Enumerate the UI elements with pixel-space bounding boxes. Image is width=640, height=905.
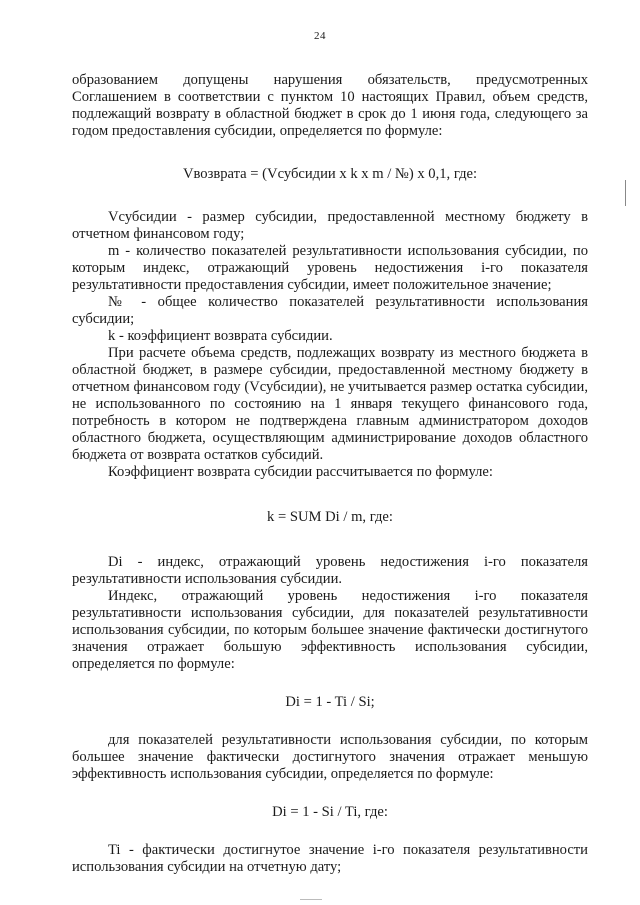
paragraph-index-greater-better: Индекс, отражающий уровень недостижения i-го показателя результативности использования субсидии, для показателей результативности использования субсидии, по которым большее значение фактически достигнутого значения отражает большую эффективность использования субсидии, определяется по формуле: xyxy=(72,588,588,672)
definition-n: № - общее количество показателей результативности использования субсидии; xyxy=(72,294,588,327)
formula-di-direct: Di = 1 - Ti / Si; xyxy=(285,694,375,710)
margin-mark xyxy=(625,180,626,206)
page-number: 24 xyxy=(314,30,326,42)
paragraph-index-greater-worse: для показателей результативности использования субсидии, по которым большее значение фактически достигнутого значения отражает меньшую эффективность использования субсидии, определяется по формуле: xyxy=(72,732,588,782)
document-body xyxy=(72,72,588,876)
paragraph-calculation-note: При расчете объема средств, подлежащих возврату из местного бюджета в областной бюджет, в размере субсидии, предоставленной местному бюджету в отчетном финансовом году (Vсубсидии), не учитывается размер остатка субсидии, не использованного по состоянию на 1 января текущего финансового года, потребность в котором не подтверждена главным администратором доходов областного бюджета, осуществляющим администрирование доходов областного бюджета от возврата остатков субсидий. xyxy=(72,345,588,463)
paragraph-intro: образованием допущены нарушения обязательств, предусмотренных Соглашением в соответствии с пунктом 10 настоящих Правил, объем средств, подлежащий возврату в областной бюджет в срок до 1 июня года, следующего за годом предоставления субсидии, определяется по формуле: xyxy=(72,72,588,139)
formula-di-inverse: Di = 1 - Si / Ti, где: xyxy=(272,804,388,820)
definition-ti: Ti - фактически достигнутое значение i-го показателя результативности использования субсидии на отчетную дату; xyxy=(72,842,588,875)
formula-coefficient: k = SUM Di / m, где: xyxy=(267,509,393,525)
definition-v-subsidy: Vсубсидии - размер субсидии, предоставленной местному бюджету в отчетном финансовом году; xyxy=(72,209,588,242)
formula-return-volume: Vвозврата = (Vсубсидии x k x m / №) x 0,1, где: xyxy=(182,166,478,182)
bottom-mark xyxy=(300,899,322,900)
definition-di: Di - индекс, отражающий уровень недостижения i-го показателя результативности использования субсидии. xyxy=(72,554,588,587)
paragraph-coefficient-intro: Коэффициент возврата субсидии рассчитывается по формуле: xyxy=(108,464,493,480)
definition-m: m - количество показателей результативности использования субсидии, по которым индекс, отражающий уровень недостижения i-го показателя результативности предоставления субсидии, имеет положительное значение; xyxy=(72,243,588,293)
definition-k: k - коэффициент возврата субсидии. xyxy=(108,328,333,344)
